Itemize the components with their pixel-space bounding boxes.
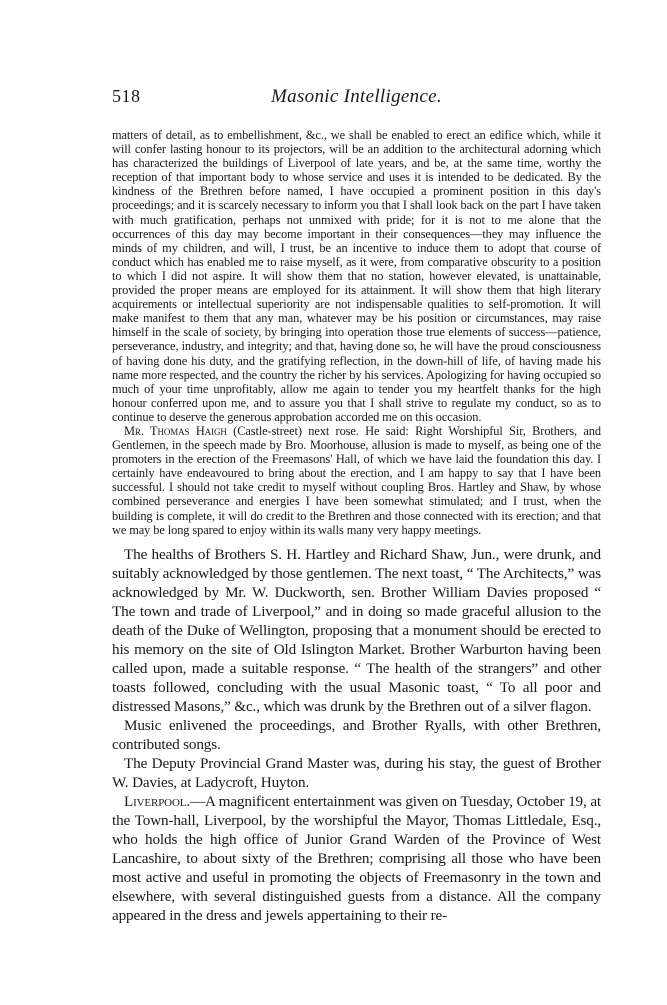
report-paragraph-toasts (112, 545, 601, 716)
paragraph-text: The healths of Brothers S. H. Hartley and Richard Shaw, Jun., were drunk, and suitably acknowledged by those gentlemen. The next toast, “ The Architects,” was acknowledged by Mr. W. Duckworth, sen. Brother William Davies proposed “ The town and trade of Liverpool,” and in doing so made graceful allusion to the death of the Duke of Wellington, proposing that a monument should be erected to his memory on the site of Old Islington Market. Brother Warburton having been called upon, made a suitable response. “ The health of the strangers” and other toasts followed, concluding with the usual Masonic toast, “ To all poor and distressed Masons,” &c., which was drunk by the Brethren out of a silver flagon. (112, 545, 601, 715)
speech-paragraph-haigh (112, 424, 601, 537)
paragraph-text: (Castle-street) next rose. He said: Right Worshipful Sir, Brothers, and Gentlemen, in the speech made by Bro. Moorhouse, allusion is made to myself, as being one of the promoters in the erection of the Freemasons' Hall, of which we have laid the foundation this day. I certainly have endeavoured to bring about the erection, and I am happy to say that I have been successful. I should not take credit to myself without coupling Bros. Hartley and Shaw, by whose combined perseverance and energies I have been somewhat stimulated; and I trust, when the building is complete, it will do credit to the Brethren and those connected with its erection; and that we may be long spared to enjoy within its walls many very happy meetings. (112, 423, 601, 537)
report-paragraph-music (112, 716, 601, 754)
running-title: Masonic Intelligence. (271, 86, 442, 107)
place-heading: Liverpool. (124, 792, 190, 810)
speech-paragraph (112, 128, 601, 424)
running-head (112, 86, 601, 112)
paragraph-text: The Deputy Provincial Grand Master was, during his stay, the guest of Brother W. Davies, at Ladycroft, Huyton. (112, 754, 601, 791)
report-text-block (112, 545, 601, 925)
speaker-name: Mr. Thomas Haigh (124, 423, 227, 438)
paragraph-text: matters of detail, as to embellishment, &c., we shall be enabled to erect an edifice which, while it will confer lasting honour to its projectors, will be an addition to the architectural adorning which has characterized the buildings of Liverpool of late years, and be, at the same time, worthy the reception of that important body to whose service and uses it is intended to be dedicated. By the kindness of the Brethren before named, I have occupied a prominent position in this day's proceedings; and it is scarcely necessary to inform you that I shall look back on the part I have taken with much gratification, perhaps not unmixed with pride; for it is not to me alone that the occurrences of this day may become important in their consequences—they may influence the minds of my children, and will, I trust, be an incentive to induce them to adopt that course of conduct which has enabled me to raise myself, as it were, from comparative obscurity to a position to which I did not aspire. It will show them that no station, however elevated, is unattainable, provided the proper means are employed for its attainment. It will show them that high literary acquirements or intellectual superiority are not indispensable qualities to self-promotion. It will make manifest to them that any man, whatever may be his position or circumstances, may raise himself in the scale of society, by bringing into operation those true elements of success—patience, perseverance, industry, and integrity; and that, having done so, he will have the proud consciousness of having done his duty, and the gratifying reflection, in the down-hill of life, of having made his name more respected, and the country the richer by his services. Apologizing for having occupied so much of your time unprofitably, allow me again to tender you my heartfelt thanks for the high honour conferred upon me, and to assure you that I shall strive to regulate my conduct, so as to continue to deserve the generous approbation accorded me on this occasion. (112, 128, 601, 424)
paragraph-text: —A magnificent entertainment was given on Tuesday, October 19, at the Town-hall, Liverpool, by the worshipful the Mayor, Thomas Littledale, Esq., who holds the high office of Junior Grand Warden of the Province of West Lancashire, to about sixty of the Brethren; comprising all those who have been most active and useful in promoting the objects of Freemasonry in the town and elsewhere, with several distinguished guests from a distance. All the company appeared in the dress and jewels appertaining to their re- (112, 792, 601, 924)
paragraph-text: Music enlivened the proceedings, and Brother Ryalls, with other Brethren, contributed songs. (112, 716, 601, 753)
report-paragraph-guest (112, 754, 601, 792)
page-number: 518 (112, 86, 141, 106)
report-paragraph-liverpool (112, 792, 601, 925)
speech-text-block (112, 128, 601, 537)
